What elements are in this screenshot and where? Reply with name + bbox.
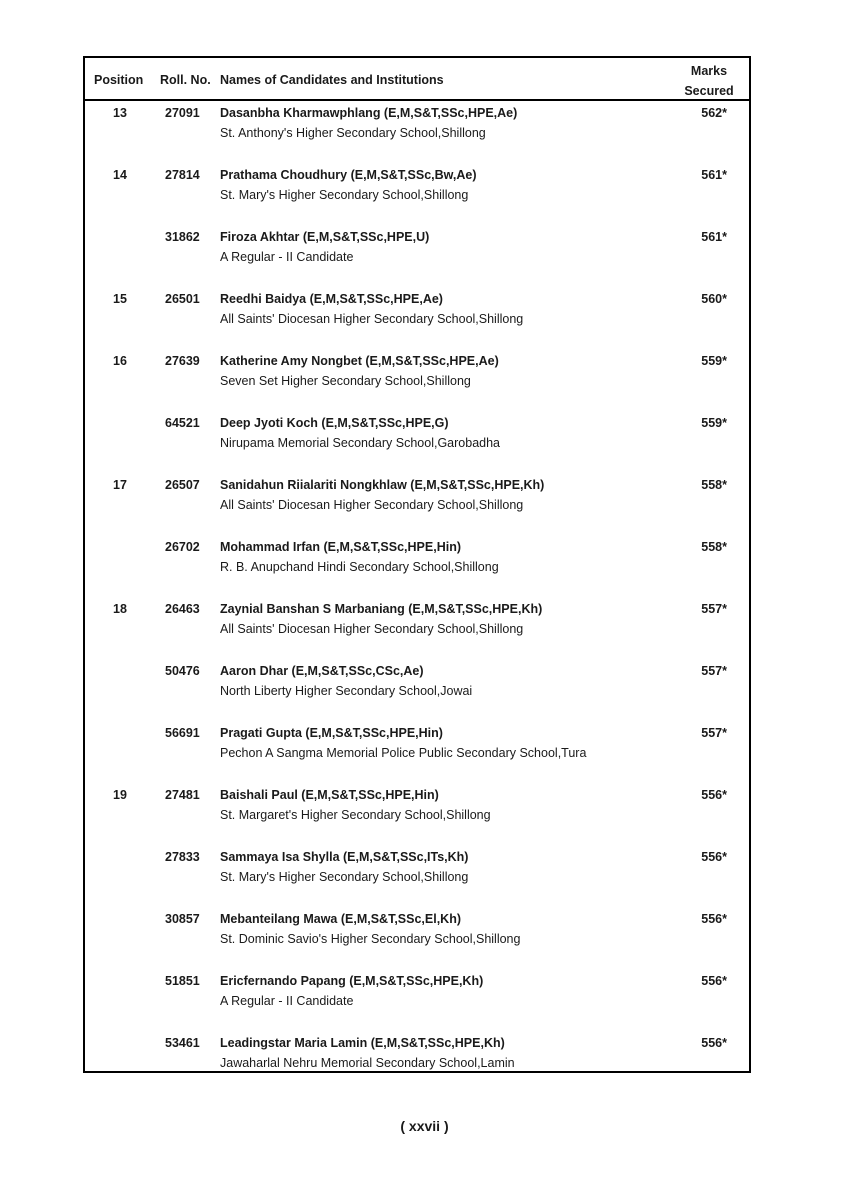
- row-marks: 556*: [701, 912, 727, 926]
- row-roll-no: 53461: [165, 1036, 200, 1050]
- row-institution: R. B. Anupchand Hindi Secondary School,Shillong: [220, 560, 499, 574]
- row-candidate-name: Dasanbha Kharmawphlang (E,M,S&T,SSc,HPE,Ae): [220, 106, 518, 120]
- header-marks-line1: Marks: [690, 64, 728, 78]
- row-roll-no: 26501: [165, 292, 200, 306]
- row-candidate-name: Ericfernando Papang (E,M,S&T,SSc,HPE,Kh): [220, 974, 484, 988]
- row-institution: Jawaharlal Nehru Memorial Secondary School,Lamin: [220, 1056, 515, 1070]
- row-candidate-name: Katherine Amy Nongbet (E,M,S&T,SSc,HPE,Ae): [220, 354, 499, 368]
- table-row: [85, 1031, 749, 1093]
- row-institution: St. Mary's Higher Secondary School,Shillong: [220, 870, 469, 884]
- row-institution: St. Anthony's Higher Secondary School,Shillong: [220, 126, 486, 140]
- row-position: 17: [113, 478, 127, 492]
- row-institution: Pechon A Sangma Memorial Police Public Secondary School,Tura: [220, 746, 587, 760]
- row-marks: 562*: [701, 106, 727, 120]
- table-row: [85, 597, 749, 659]
- row-candidate-name: Sammaya Isa Shylla (E,M,S&T,SSc,ITs,Kh): [220, 850, 469, 864]
- header-marks: [679, 61, 739, 101]
- row-roll-no: 27833: [165, 850, 200, 864]
- table-header: [85, 58, 749, 101]
- row-candidate-name: Reedhi Baidya (E,M,S&T,SSc,HPE,Ae): [220, 292, 443, 306]
- row-marks: 557*: [701, 664, 727, 678]
- row-roll-no: 27481: [165, 788, 200, 802]
- table-body: [85, 101, 749, 1093]
- row-institution: Nirupama Memorial Secondary School,Garobadha: [220, 436, 501, 450]
- table-row: [85, 163, 749, 225]
- header-names: Names of Candidates and Institutions: [220, 73, 444, 87]
- row-marks: 559*: [701, 354, 727, 368]
- table-row: [85, 659, 749, 721]
- row-candidate-name: Prathama Choudhury (E,M,S&T,SSc,Bw,Ae): [220, 168, 477, 182]
- row-institution: Seven Set Higher Secondary School,Shillong: [220, 374, 471, 388]
- table-row: [85, 287, 749, 349]
- table-row: [85, 411, 749, 473]
- row-marks: 559*: [701, 416, 727, 430]
- row-position: 14: [113, 168, 127, 182]
- row-marks: 561*: [701, 230, 727, 244]
- row-position: 13: [113, 106, 127, 120]
- page-number: ( xxvii ): [400, 1118, 449, 1134]
- row-roll-no: 27639: [165, 354, 200, 368]
- merit-table: [83, 56, 751, 1073]
- row-marks: 556*: [701, 788, 727, 802]
- table-row: [85, 721, 749, 783]
- row-roll-no: 56691: [165, 726, 200, 740]
- row-roll-no: 26507: [165, 478, 200, 492]
- table-row: [85, 225, 749, 287]
- row-roll-no: 51851: [165, 974, 200, 988]
- row-institution: St. Dominic Savio's Higher Secondary School,Shillong: [220, 932, 521, 946]
- row-marks: 557*: [701, 602, 727, 616]
- row-marks: 558*: [701, 478, 727, 492]
- row-roll-no: 27814: [165, 168, 200, 182]
- row-marks: 558*: [701, 540, 727, 554]
- row-position: 15: [113, 292, 127, 306]
- row-position: 18: [113, 602, 127, 616]
- row-roll-no: 27091: [165, 106, 200, 120]
- header-marks-line2: Secured: [684, 84, 734, 98]
- row-candidate-name: Pragati Gupta (E,M,S&T,SSc,HPE,Hin): [220, 726, 443, 740]
- row-candidate-name: Aaron Dhar (E,M,S&T,SSc,CSc,Ae): [220, 664, 424, 678]
- row-roll-no: 31862: [165, 230, 200, 244]
- table-row: [85, 845, 749, 907]
- row-marks: 556*: [701, 974, 727, 988]
- table-row: [85, 535, 749, 597]
- row-position: 16: [113, 354, 127, 368]
- row-roll-no: 26463: [165, 602, 200, 616]
- row-marks: 561*: [701, 168, 727, 182]
- row-marks: 560*: [701, 292, 727, 306]
- row-institution: St. Mary's Higher Secondary School,Shillong: [220, 188, 469, 202]
- row-roll-no: 30857: [165, 912, 200, 926]
- row-institution: All Saints' Diocesan Higher Secondary School,Shillong: [220, 622, 524, 636]
- table-row: [85, 783, 749, 845]
- row-roll-no: 64521: [165, 416, 200, 430]
- row-roll-no: 50476: [165, 664, 200, 678]
- row-institution: St. Margaret's Higher Secondary School,Shillong: [220, 808, 491, 822]
- table-row: [85, 969, 749, 1031]
- row-institution: All Saints' Diocesan Higher Secondary School,Shillong: [220, 498, 524, 512]
- row-position: 19: [113, 788, 127, 802]
- table-row: [85, 349, 749, 411]
- row-candidate-name: Sanidahun Riialariti Nongkhlaw (E,M,S&T,SSc,HPE,Kh): [220, 478, 545, 492]
- table-row: [85, 907, 749, 969]
- row-institution: North Liberty Higher Secondary School,Jowai: [220, 684, 473, 698]
- table-row: [85, 101, 749, 163]
- table-row: [85, 473, 749, 535]
- row-candidate-name: Baishali Paul (E,M,S&T,SSc,HPE,Hin): [220, 788, 439, 802]
- row-candidate-name: Firoza Akhtar (E,M,S&T,SSc,HPE,U): [220, 230, 430, 244]
- row-candidate-name: Leadingstar Maria Lamin (E,M,S&T,SSc,HPE,Kh): [220, 1036, 505, 1050]
- row-institution: A Regular - II Candidate: [220, 250, 354, 264]
- row-candidate-name: Mohammad Irfan (E,M,S&T,SSc,HPE,Hin): [220, 540, 462, 554]
- row-candidate-name: Zaynial Banshan S Marbaniang (E,M,S&T,SSc,HPE,Kh): [220, 602, 543, 616]
- row-candidate-name: Mebanteilang Mawa (E,M,S&T,SSc,El,Kh): [220, 912, 462, 926]
- row-marks: 557*: [701, 726, 727, 740]
- row-marks: 556*: [701, 850, 727, 864]
- row-institution: A Regular - II Candidate: [220, 994, 354, 1008]
- row-roll-no: 26702: [165, 540, 200, 554]
- row-candidate-name: Deep Jyoti Koch (E,M,S&T,SSc,HPE,G): [220, 416, 449, 430]
- header-roll-no: Roll. No.: [160, 73, 211, 87]
- row-institution: All Saints' Diocesan Higher Secondary School,Shillong: [220, 312, 524, 326]
- row-marks: 556*: [701, 1036, 727, 1050]
- header-position: Position: [94, 73, 144, 87]
